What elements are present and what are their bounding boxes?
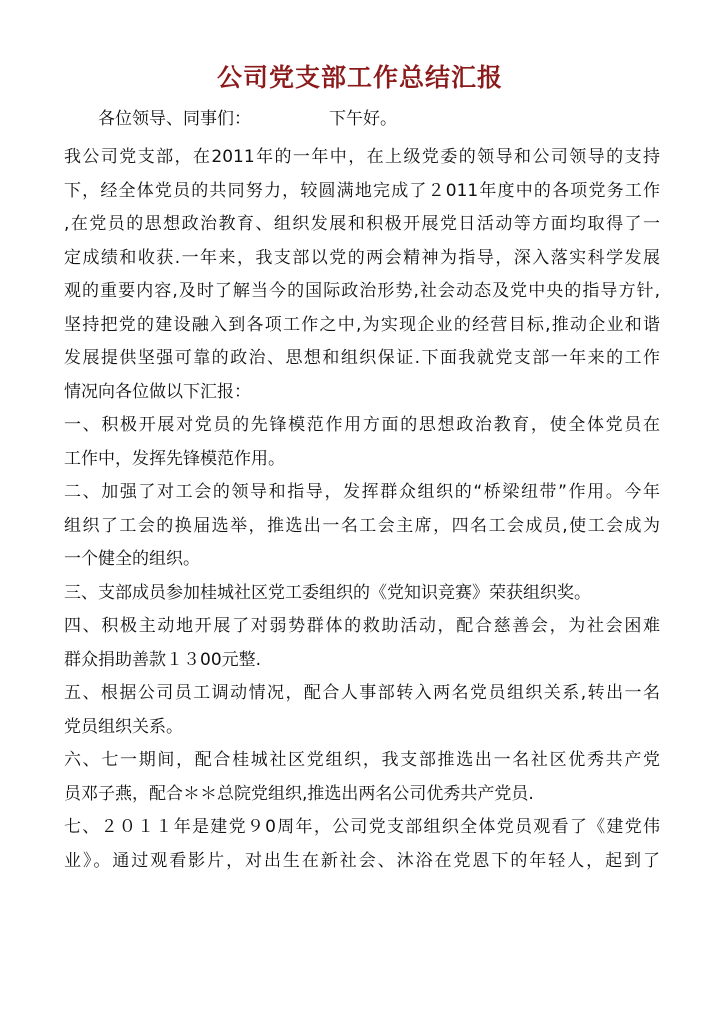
body-line: 组织了工会的换届选举，推选出一名工会主席，四名工会成员,使工会成为 xyxy=(64,515,660,536)
body-line: 坚持把党的建设融入到各项工作之中,为实现企业的经营目标,推动企业和谐 xyxy=(64,314,660,335)
body-line: 我公司党支部，在2011年的一年中，在上级党委的领导和公司领导的支持 xyxy=(64,147,660,167)
body-line: 三、支部成员参加桂城社区党工委组织的《党知识竞赛》荣获组织奖。 xyxy=(64,582,591,603)
body-line: 发展提供坚强可靠的政治、思想和组织保证.下面我就党支部一年来的工作 xyxy=(64,348,660,368)
body-line: 员邓子燕，配合＊＊总院党组织,推选出两名公司优秀共产党员. xyxy=(64,783,534,804)
body-line: 七、２０１１年是建党９0周年，公司党支部组织全体党员观看了《建党伟 xyxy=(64,817,660,837)
greeting-line xyxy=(98,106,397,132)
body-line: 下，经全体党员的共同努力，较圆满地完成了２011年度中的各项党务工作 xyxy=(64,180,660,201)
body-line: 一、积极开展对党员的先锋模范作用方面的思想政治教育，使全体党员在 xyxy=(64,415,660,435)
document-body xyxy=(64,141,660,878)
body-line: 二、加强了对工会的领导和指导，发挥群众组织的“桥梁纽带”作用。今年 xyxy=(64,482,660,502)
body-line: ,在党员的思想政治教育、组织发展和积极开展党日活动等方面均取得了一 xyxy=(64,214,660,234)
body-line: 一个健全的组织。 xyxy=(64,549,200,569)
body-line: 六、七一期间，配合桂城社区党组织，我支部推选出一名社区优秀共产党 xyxy=(64,750,660,770)
body-line: 五、根据公司员工调动情况，配合人事部转入两名党员组织关系,转出一名 xyxy=(64,683,660,703)
body-line: 观的重要内容,及时了解当今的国际政治形势,社会动态及党中央的指导方针, xyxy=(64,281,660,301)
body-line: 定成绩和收获.一年来，我支部以党的两会精神为指导，深入落实科学发展 xyxy=(64,247,660,268)
body-line: 党员组织关系。 xyxy=(64,716,183,737)
greeting-afternoon: 下午好。 xyxy=(329,109,397,129)
body-line: 情况向各位做以下汇报： xyxy=(64,381,251,402)
greeting-salutation: 各位领导、同事们： xyxy=(98,109,251,129)
document-title: 公司党支部工作总结汇报 xyxy=(216,63,503,92)
body-line: 四、积极主动地开展了对弱势群体的救助活动，配合慈善会，为社会困难 xyxy=(64,616,660,636)
body-line: 群众捐助善款１３00元整. xyxy=(64,649,262,670)
body-line: 工作中，发挥先锋模范作用。 xyxy=(64,448,285,469)
body-line: 业》。通过观看影片，对出生在新社会、沐浴在党恩下的年轻人，起到了 xyxy=(64,850,660,871)
